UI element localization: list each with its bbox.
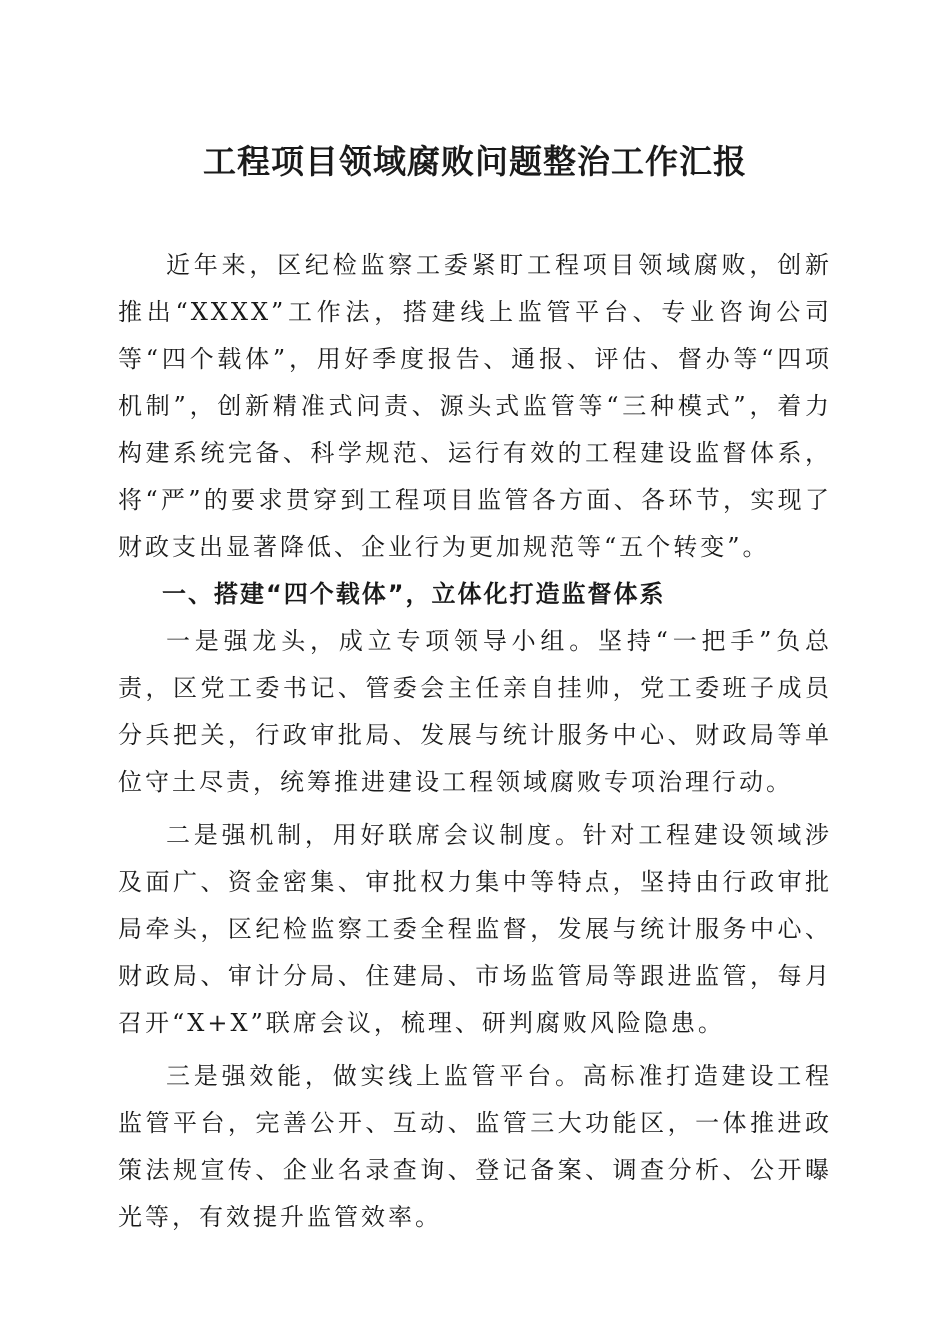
page-title: 工程项目领域腐败问题整治工作汇报 [203, 142, 747, 181]
section-heading: 一、搭建“四个载体”，立体化打造监督体系 [162, 580, 666, 608]
item-paragraph-1 [118, 618, 832, 806]
item-text: 针对工程建设领域涉及面广、资金密集、审批权力集中等特点，坚持由行政审批局牵头，区纪检监察工委全程监督，发展与统计服务中心、财政局、审计分局、住建局、市场监管局等跟进监管，每月召开“X+X”联席会议，梳理、研判腐败风险隐患。 [118, 821, 833, 1037]
item-text: 高标准打造建设工程监管平台，完善公开、互动、监管三大功能区，一体推进政策法规宣传、企业名录查询、登记备案、调查分析、公开曝光等，有效提升监管效率。 [118, 1062, 833, 1231]
item-lead: 一是强龙头，成立专项领导小组。 [166, 627, 599, 655]
item-lead: 三是强效能，做实线上监管平台。 [166, 1062, 583, 1090]
intro-paragraph: 近年来，区纪检监察工委紧盯工程项目领域腐败，创新推出“XXXX”工作法，搭建线上监管平台、专业咨询公司等“四个载体”，用好季度报告、通报、评估、督办等“四项机制”，创新精准式问责、源头式监管等“三种模式”，着力构建系统完备、科学规范、运行有效的工程建设监督体系，将“严”的要求贯穿到工程项目监管各方面、各环节，实现了财政支出显著降低、企业行为更加规范等“五个转变”。 [118, 251, 832, 561]
item-paragraph-3 [118, 1053, 832, 1241]
document-body [118, 242, 832, 1241]
item-text: 坚持“一把手”负总责，区党工委书记、管委会主任亲自挂帅，党工委班子成员分兵把关，行政审批局、发展与统计服务中心、财政局等单位守土尽责，统筹推进建设工程领域腐败专项治理行动。 [118, 627, 833, 796]
item-paragraph-2 [118, 812, 832, 1047]
item-lead: 二是强机制，用好联席会议制度。 [166, 821, 583, 849]
